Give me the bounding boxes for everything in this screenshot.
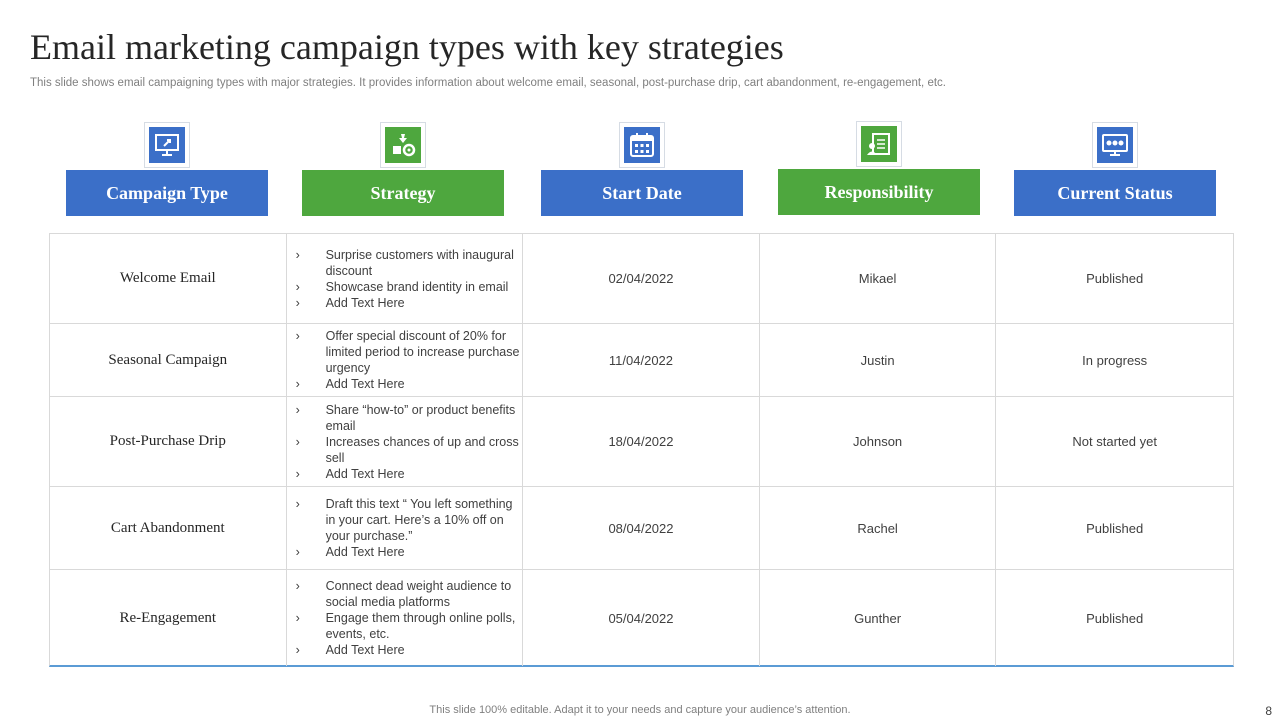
- responsibility-cell: Mikael: [760, 234, 997, 323]
- monitor-status-icon: [1093, 123, 1137, 167]
- campaign-type-cell: Post-Purchase Drip: [50, 397, 287, 486]
- strategy-bullet: › Add Text Here: [296, 544, 520, 560]
- clipboard-person-icon: [857, 122, 901, 166]
- strategy-bullet: › Add Text Here: [296, 466, 520, 482]
- strategy-bullet: › Connect dead weight audience to social media platforms: [296, 578, 520, 610]
- header-label: Start Date: [541, 170, 743, 216]
- header-current-status: [1014, 123, 1216, 217]
- campaign-table: [49, 233, 1234, 667]
- strategy-cell: [287, 324, 524, 396]
- responsibility-cell: Justin: [760, 324, 997, 396]
- page-number: 8: [1265, 704, 1272, 718]
- start-date-cell: 05/04/2022: [523, 570, 760, 666]
- strategy-list: [287, 578, 520, 658]
- calendar-icon: [620, 123, 664, 167]
- strategy-cell: [287, 487, 524, 569]
- campaign-type-cell: Re-Engagement: [50, 570, 287, 666]
- strategy-bullet: › Add Text Here: [296, 642, 520, 658]
- header-label: Campaign Type: [66, 170, 268, 216]
- strategy-bullet: › Share “how-to” or product benefits email: [296, 402, 520, 434]
- strategy-cell: [287, 570, 524, 666]
- header-strategy: [302, 123, 504, 217]
- table-row: [50, 324, 1233, 397]
- strategy-bullet: › Offer special discount of 20% for limited period to increase purchase urgency: [296, 328, 520, 376]
- table-row: [50, 487, 1233, 570]
- table-row: [50, 570, 1233, 666]
- strategy-bullet: › Increases chances of up and cross sell: [296, 434, 520, 466]
- strategy-cell: [287, 397, 524, 486]
- slide-title: Email marketing campaign types with key strategies: [30, 27, 784, 67]
- campaign-type-cell: Cart Abandonment: [50, 487, 287, 569]
- responsibility-cell: Gunther: [760, 570, 997, 666]
- table-row: [50, 397, 1233, 487]
- status-cell: Published: [1086, 271, 1144, 286]
- table-row: [50, 234, 1233, 324]
- status-cell: In progress: [1082, 352, 1148, 368]
- start-date-cell: 08/04/2022: [523, 487, 760, 569]
- strategy-bullet: › Surprise customers with inaugural discount: [296, 247, 520, 279]
- strategy-list: [287, 247, 520, 311]
- start-date-cell: 02/04/2022: [523, 234, 760, 323]
- campaign-type-cell: Welcome Email: [50, 234, 287, 323]
- start-date-cell: 11/04/2022: [523, 324, 760, 396]
- strategy-bullet: › Engage them through online polls, events, etc.: [296, 610, 520, 642]
- slide-subtitle: This slide shows email campaigning types with major strategies. It provides information about welcome email, seasonal, post-purchase drip, cart abandonment, re-engagement, etc.: [30, 77, 946, 89]
- status-cell: Published: [1086, 520, 1144, 536]
- header-label: Strategy: [302, 170, 504, 216]
- header-label: Responsibility: [778, 169, 980, 215]
- slide-footer: This slide 100% editable. Adapt it to your needs and capture your audience’s attention.: [429, 704, 851, 716]
- header-label: Current Status: [1014, 170, 1216, 216]
- header-campaign-type: [66, 123, 268, 217]
- status-cell: Published: [1086, 610, 1144, 626]
- campaign-type-cell: Seasonal Campaign: [50, 324, 287, 396]
- strategy-list: [287, 328, 520, 392]
- strategy-list: [287, 402, 520, 482]
- header-start-date: [541, 123, 743, 217]
- strategy-list: [287, 496, 520, 560]
- responsibility-cell: Johnson: [760, 397, 997, 486]
- start-date-cell: 18/04/2022: [523, 397, 760, 486]
- strategy-cell: [287, 234, 524, 323]
- strategy-bullet: › Add Text Here: [296, 295, 520, 311]
- strategy-bullet: › Add Text Here: [296, 376, 520, 392]
- strategy-bullet: › Draft this text “ You left something in your cart. Here’s a 10% off on your purchase.”: [296, 496, 520, 544]
- strategy-bullet: › Showcase brand identity in email: [296, 279, 520, 295]
- header-responsibility: [778, 122, 980, 216]
- strategy-puzzle-icon: [381, 123, 425, 167]
- presentation-icon: [145, 123, 189, 167]
- status-cell: Not started yet: [1072, 434, 1157, 449]
- responsibility-cell: Rachel: [760, 487, 997, 569]
